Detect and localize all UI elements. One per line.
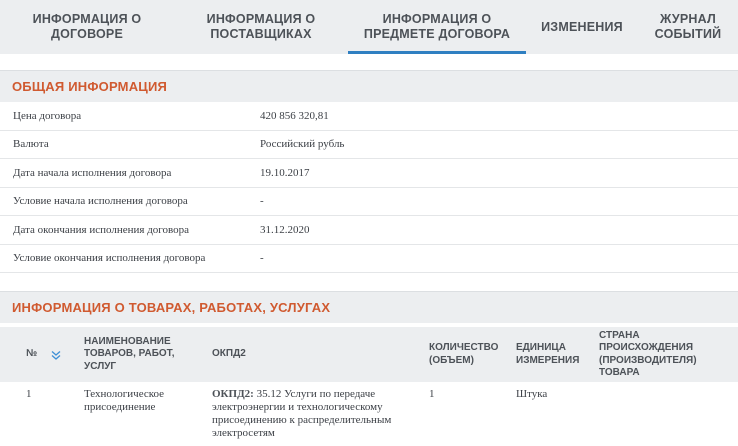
- col-header-label: НАИМЕНОВАНИЕ ТОВАРОВ, РАБОТ, УСЛУГ: [84, 335, 175, 372]
- tab-changes[interactable]: [526, 0, 638, 54]
- tab-label: ЖУРНАЛ СОБЫТИЙ: [654, 12, 722, 41]
- col-header-label: КОЛИЧЕСТВО (ОБЪЕМ): [429, 342, 499, 366]
- col-okpd-header: [212, 327, 246, 382]
- info-label: Цена договора: [13, 109, 82, 122]
- tab-label: ИНФОРМАЦИЯ О ПОСТАВЩИКАХ: [206, 12, 316, 41]
- tab-event-log[interactable]: [638, 0, 738, 54]
- info-row: [0, 216, 738, 245]
- info-value: -: [260, 252, 264, 265]
- okpd-text: 35.12 Услуги по передаче электроэнергии и технологическому присоединению к распределительным электросетям: [212, 388, 392, 439]
- info-value: 420 856 320,81: [260, 109, 329, 122]
- tab-label: ИЗМЕНЕНИЯ: [541, 19, 623, 34]
- info-label: Валюта: [13, 138, 49, 151]
- tab-bar: [0, 0, 738, 54]
- section-title: ИНФОРМАЦИЯ О ТОВАРАХ, РАБОТАХ, УСЛУГАХ: [12, 300, 331, 315]
- general-info-table: [0, 102, 738, 273]
- cell-unit: Штука: [516, 388, 548, 400]
- info-row: [0, 188, 738, 217]
- section-title: ОБЩАЯ ИНФОРМАЦИЯ: [12, 79, 168, 94]
- info-row: [0, 102, 738, 131]
- cell-num: 1: [26, 388, 32, 400]
- info-label: Дата начала исполнения договора: [13, 166, 172, 179]
- tab-label: ИНФОРМАЦИЯ О ДОГОВОРЕ: [32, 12, 142, 41]
- general-info-header: [0, 70, 738, 102]
- col-country-header: [599, 327, 709, 382]
- col-unit-header: [516, 327, 588, 382]
- goods-table-header: [0, 327, 738, 382]
- okpd-prefix: ОКПД2:: [212, 388, 254, 400]
- info-label: Дата окончания исполнения договора: [13, 223, 190, 236]
- info-value: 19.10.2017: [260, 166, 310, 179]
- tab-subject-info[interactable]: [348, 0, 526, 54]
- cell-name: Технологическое присоединение: [84, 388, 165, 413]
- info-row: [0, 159, 738, 188]
- tab-label: ИНФОРМАЦИЯ О ПРЕДМЕТЕ ДОГОВОРА: [363, 12, 511, 41]
- tab-contract-info[interactable]: [0, 0, 174, 54]
- col-num-header: [26, 327, 61, 382]
- info-label: Условие начала исполнения договора: [13, 195, 188, 208]
- col-header-label: №: [26, 348, 38, 360]
- cell-okpd: [212, 388, 412, 440]
- col-header-label: СТРАНА ПРОИСХОЖДЕНИЯ (ПРОИЗВОДИТЕЛЯ) ТОВАРА: [599, 329, 697, 378]
- tab-suppliers-info[interactable]: [174, 0, 348, 54]
- info-row: [0, 245, 738, 274]
- info-label: Условие окончания исполнения договора: [13, 252, 206, 265]
- info-row: [0, 131, 738, 160]
- table-row: [0, 382, 738, 446]
- col-name-header: [84, 327, 194, 382]
- info-value: Российский рубль: [260, 138, 345, 151]
- sort-chevron-down-icon[interactable]: [51, 350, 61, 360]
- col-header-label: ЕДИНИЦА ИЗМЕРЕНИЯ: [516, 342, 580, 366]
- col-qty-header: [429, 327, 509, 382]
- info-value: -: [260, 195, 264, 208]
- col-header-label: ОКПД2: [212, 348, 246, 360]
- goods-info-header: [0, 291, 738, 323]
- info-value: 31.12.2020: [260, 223, 310, 236]
- cell-qty: 1: [429, 388, 435, 400]
